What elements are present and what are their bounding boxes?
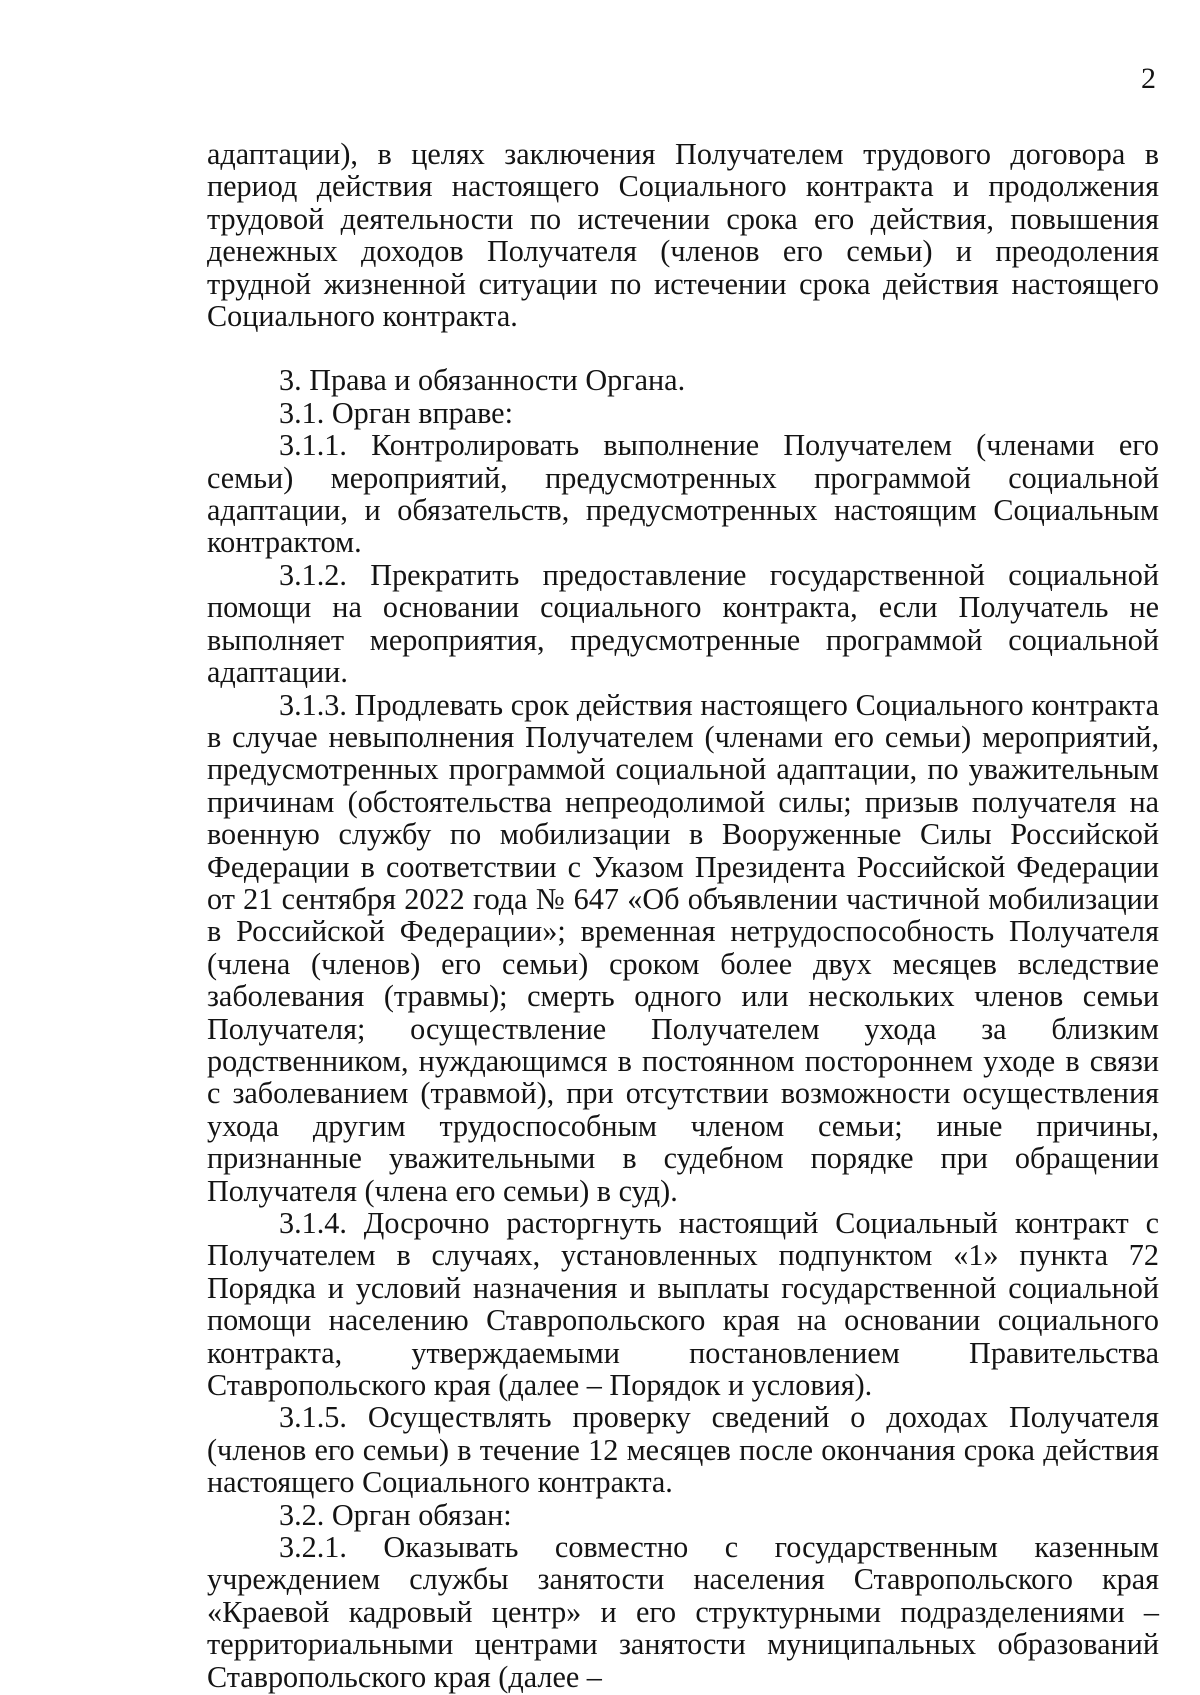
section-heading-3: 3. Права и обязанности Органа. bbox=[279, 363, 686, 398]
clause-3-2-1: 3.2.1. Оказывать совместно с государственным казенным учреждением службы занятости населения Ставропольского края «Краевой кадровый центр» и его структурными подразделениями – территориальными центрами занятости муниципальных образований Ставропольского края (далее – bbox=[207, 1530, 1159, 1694]
subsection-heading-3-2: 3.2. Орган обязан: bbox=[279, 1497, 512, 1532]
clause-3-1-3: 3.1.3. Продлевать срок действия настоящего Социального контракта в случае невыполнения Получателем (членами его семьи) мероприятий, предусмотренных программой социальной адаптации, по уважительным причинам (обстоятельства непреодолимой силы; призыв получателя на военную службу по мобилизации в Вооруженные Силы Российской Федерации в соответствии с Указом Президента Российской Федерации от 21 сентября 2022 года № 647 «Об объявлении частичной мобилизации в Российской Федерации»; временная нетрудоспособность Получателя (члена (членов) его семьи) сроком более двух месяцев вследствие заболевания (травмы); смерть одного или нескольких членов семьи Получателя; осуществление Получателем ухода за близким родственником, нуждающимся в постоянном постороннем уходе в связи с заболеванием (травмой), при отсутствии возможности осуществления ухода другим трудоспособным членом семьи; иные причины, признанные уважительными в судебном порядке при обращении Получателя (члена его семьи) в суд). bbox=[207, 687, 1159, 1208]
clause-3-1-5: 3.1.5. Осуществлять проверку сведений о доходах Получателя (членов его семьи) в течение 12 месяцев после окончания срока действия настоящего Социального контракта. bbox=[207, 1400, 1159, 1500]
document-body bbox=[207, 138, 1159, 1693]
subsection-heading-3-1: 3.1. Орган вправе: bbox=[279, 395, 513, 430]
clause-3-1-1: 3.1.1. Контролировать выполнение Получателем (членами его семьи) мероприятий, предусмотренных программой социальной адаптации, и обязательств, предусмотренных настоящим Социальным контрактом. bbox=[207, 428, 1159, 560]
clause-3-1-4: 3.1.4. Досрочно расторгнуть настоящий Социальный контракт с Получателем в случаях, установленных подпунктом «1» пункта 72 Порядка и условий назначения и выплаты государственной социальной помощи населению Ставропольского края на основании социального контракта, утверждаемыми постановлением Правительства Ставропольского края (далее – Порядок и условия). bbox=[207, 1206, 1159, 1403]
page-number: 2 bbox=[1141, 62, 1156, 95]
clause-3-1-2: 3.1.2. Прекратить предоставление государственной социальной помощи на основании социального контракта, если Получатель не выполняет мероприятия, предусмотренные программой социальной адаптации. bbox=[207, 557, 1159, 690]
paragraph-continuation: адаптации), в целях заключения Получателем трудового договора в период действия настоящего Социального контракта и продолжения трудовой деятельности по истечении срока его действия, повышения денежных доходов Получателя (членов его семьи) и преодоления трудной жизненной ситуации по истечении срока действия настоящего Социального контракта. bbox=[207, 137, 1159, 334]
